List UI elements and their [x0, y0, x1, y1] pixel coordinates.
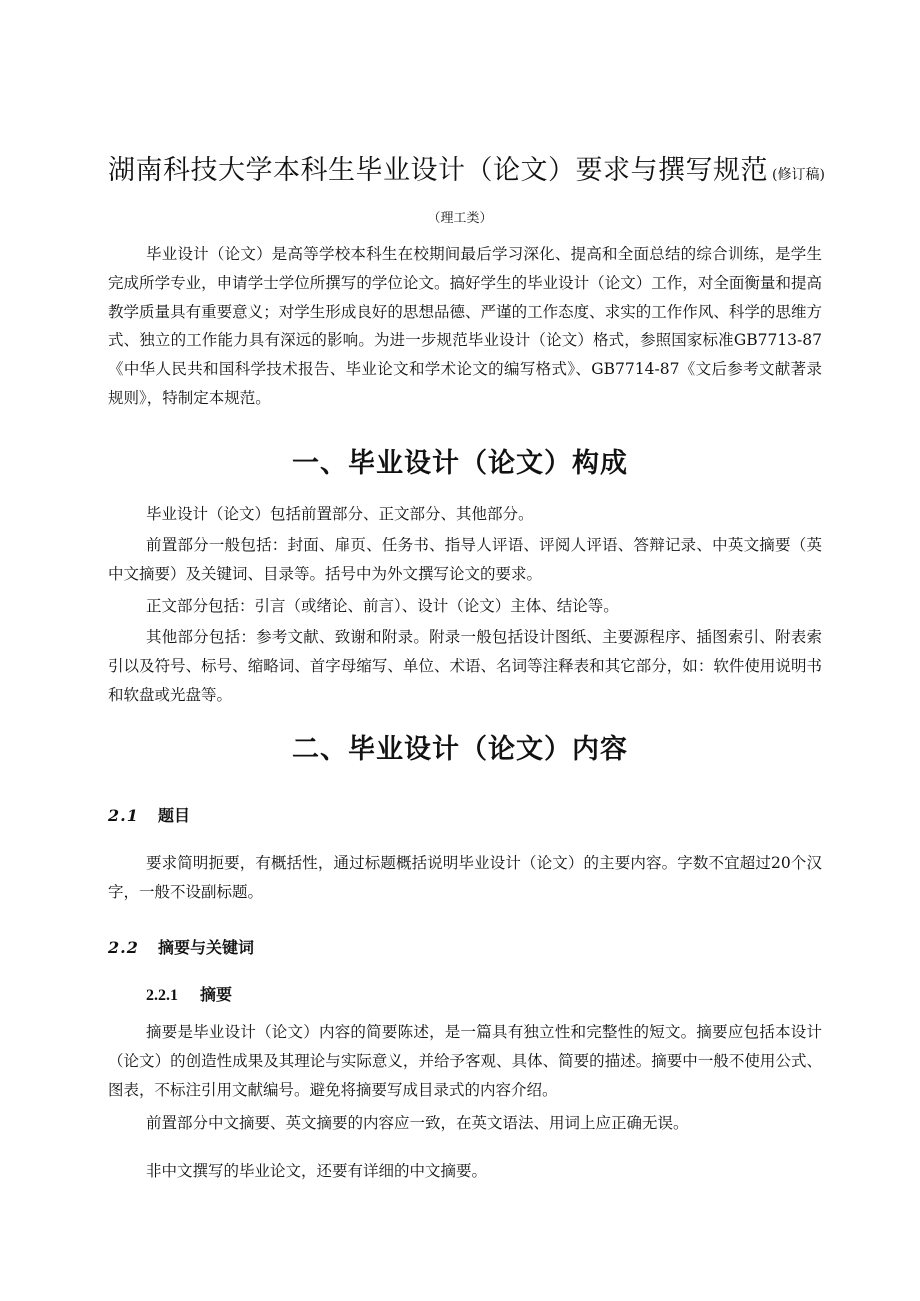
document-title-note: (修订稿) [772, 167, 825, 183]
subsection-2-1-number: 2.1 [108, 806, 139, 825]
subsubsection-2-2-1-heading [146, 982, 232, 1009]
section-1-paragraph-1: 毕业设计（论文）包括前置部分、正文部分、其他部分。 [146, 505, 534, 523]
subsection-2-1-heading [108, 803, 190, 829]
section-1-heading: 一、毕业设计（论文）构成 [292, 448, 628, 479]
document-subtitle: （理工类） [427, 211, 493, 226]
subsubsection-2-2-1-number: 2.2.1 [146, 987, 178, 1004]
section-1-paragraph-4: 其他部分包括：参考文献、致谢和附录。附录一般包括设计图纸、主要源程序、插图索引、附表索引以及符号、标号、缩略词、首字母缩写、单位、术语、名词等注释表和其它部分，如：软件使用说明书和软盘或光盘等。 [108, 628, 822, 704]
subsection-2-2-title: 摘要与关键词 [158, 938, 255, 957]
section-1-paragraph-2: 前置部分一般包括：封面、扉页、任务书、指导人评语、评阅人评语、答辩记录、中英文摘要（英中文摘要）及关键词、目录等。括号中为外文撰写论文的要求。 [108, 536, 822, 583]
subsection-2-1-paragraph: 要求简明扼要，有概括性，通过标题概括说明毕业设计（论文）的主要内容。字数不宜超过20个汉字，一般不设副标题。 [108, 854, 822, 901]
section-2-heading: 二、毕业设计（论文）内容 [292, 734, 628, 765]
abstract-paragraph-1: 摘要是毕业设计（论文）内容的简要陈述，是一篇具有独立性和完整性的短文。摘要应包括本设计（论文）的创造性成果及其理论与实际意义，并给予客观、具体、简要的描述。摘要中一般不使用公式、图表，不标注引用文献编号。避免将摘要写成目录式的内容介绍。 [108, 1023, 822, 1099]
subsubsection-2-2-1-title: 摘要 [200, 985, 233, 1004]
subsection-2-2-heading [108, 935, 254, 961]
section-1-paragraph-3: 正文部分包括：引言（或绪论、前言）、设计（论文）主体、结论等。 [146, 597, 619, 615]
document-title-text: 湖南科技大学本科生毕业设计（论文）要求与撰写规范 [108, 155, 768, 186]
subsection-2-1-title: 题目 [158, 806, 191, 825]
abstract-paragraph-2: 前置部分中文摘要、英文摘要的内容应一致，在英文语法、用词上应正确无误。 [146, 1114, 689, 1132]
subsection-2-2-number: 2.2 [108, 938, 139, 957]
document-title [108, 153, 828, 193]
abstract-paragraph-3: 非中文撰写的毕业论文，还要有详细的中文摘要。 [146, 1162, 488, 1180]
intro-paragraph: 毕业设计（论文）是高等学校本科生在校期间最后学习深化、提高和全面总结的综合训练，是学生完成所学专业，申请学士学位所撰写的学位论文。搞好学生的毕业设计（论文）工作，对全面衡量和提高教学质量具有重要意义；对学生形成良好的思想品德、严谨的工作态度、求实的工作作风、科学的思维方式、独立的工作能力具有深远的影响。为进一步规范毕业设计（论文）格式，参照国家标准GB7713-87《中华人民共和国科学技术报告、毕业论文和学术论文的编写格式》、GB7714-87《文后参考文献著录规则》，特制定本规范。 [108, 245, 822, 407]
